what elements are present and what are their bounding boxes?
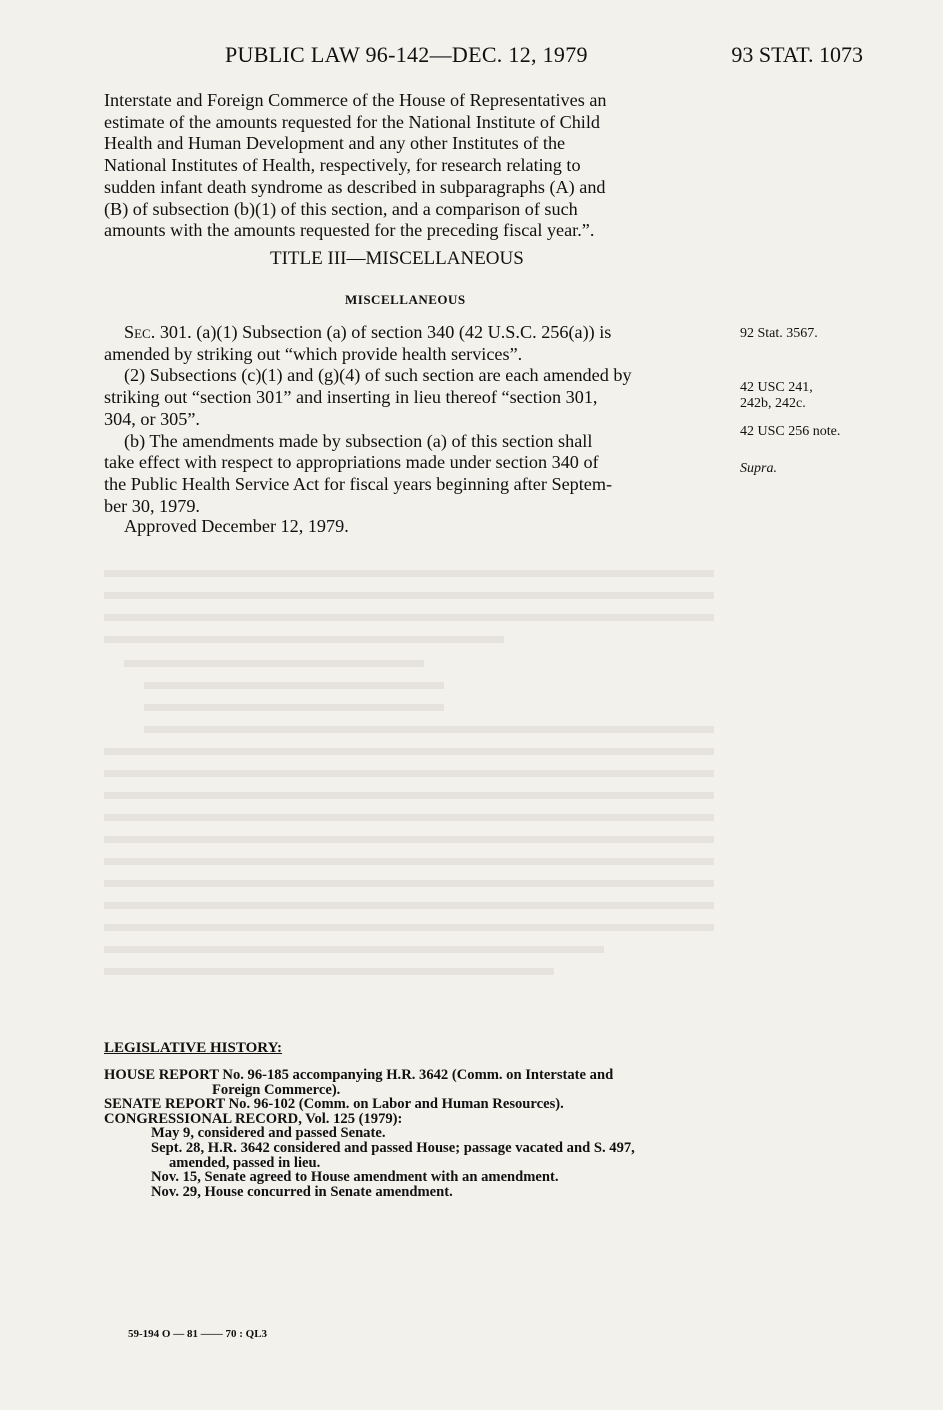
history-entry: Nov. 15, Senate agreed to House amendment with an amendment.: [151, 1169, 559, 1186]
text-line: Health and Human Development and any other Institutes of the: [104, 133, 566, 154]
text-line: ber 30, 1979.: [104, 495, 200, 516]
text-line: (B) of subsection (b)(1) of this section, and a comparison of such: [104, 198, 578, 219]
text-line: amounts with the amounts requested for the preceding fiscal year.”.: [104, 220, 595, 241]
legislative-history: [104, 1068, 726, 1199]
text-line: take effect with respect to appropriations made under section 340 of: [104, 452, 599, 473]
history-entry: Sept. 28, H.R. 3642 considered and passed House; passage vacated and S. 497,: [151, 1139, 635, 1156]
text-line: (b) The amendments made by subsection (a) of this section shall: [124, 430, 593, 451]
text-line: National Institutes of Health, respectively, for research relating to: [104, 155, 581, 176]
senate-report-line: SENATE REPORT No. 96-102 (Comm. on Labor and Human Resources).: [104, 1096, 564, 1113]
history-entry: Nov. 29, House concurred in Senate amendment.: [151, 1183, 453, 1200]
opening-paragraph: [104, 90, 726, 242]
margin-note-usc-note: 42 USC 256 note.: [740, 424, 841, 439]
margin-note-stat: 92 Stat. 3567.: [740, 326, 818, 341]
section-301: [104, 322, 726, 517]
text-line: the Public Health Service Act for fiscal years beginning after Septem-: [104, 473, 613, 494]
title-heading: TITLE III—MISCELLANEOUS: [270, 248, 524, 269]
text-line: estimate of the amounts requested for the National Institute of Child: [104, 111, 600, 132]
margin-note-usc: 42 USC 241, 242b, 242c.: [740, 380, 813, 411]
sec-label: Sec.: [124, 322, 156, 342]
history-entry: amended, passed in lieu.: [169, 1154, 321, 1171]
text-line: Interstate and Foreign Commerce of the House of Representatives an: [104, 90, 607, 110]
text-line: amended by striking out “which provide health services”.: [104, 343, 523, 364]
bleed-through-lines: [104, 560, 724, 1000]
stat-page-number: 93 STAT. 1073: [731, 42, 863, 67]
house-report-line: HOUSE REPORT No. 96-185 accompanying H.R. 3642 (Comm. on Interstate and: [104, 1067, 614, 1083]
text-line: (2) Subsections (c)(1) and (g)(4) of such section are each amended by: [124, 365, 632, 386]
approval-date: Approved December 12, 1979.: [124, 516, 349, 536]
text-line: 304, or 305”.: [104, 408, 200, 429]
congressional-record-line: CONGRESSIONAL RECORD, Vol. 125 (1979):: [104, 1110, 403, 1127]
legislative-history-title: LEGISLATIVE HISTORY:: [104, 1040, 283, 1056]
text-line: striking out “section 301” and inserting in lieu thereof “section 301,: [104, 387, 598, 408]
margin-note-supra: Supra.: [740, 461, 777, 476]
running-head: PUBLIC LAW 96-142—DEC. 12, 1979: [225, 42, 588, 67]
text-line: [104, 322, 726, 344]
text-line: sudden infant death syndrome as described in subparagraphs (A) and: [104, 176, 606, 197]
bleed-through: [104, 560, 724, 1000]
print-code: 59-194 O — 81 —— 70 : QL3: [128, 1328, 268, 1340]
history-entry: May 9, considered and passed Senate.: [151, 1125, 386, 1142]
section-text: 301. (a)(1) Subsection (a) of section 340 (42 U.S.C. 256(a)) is: [159, 322, 612, 342]
house-report-line: Foreign Commerce).: [212, 1081, 341, 1098]
section-heading: MISCELLANEOUS: [345, 292, 466, 307]
